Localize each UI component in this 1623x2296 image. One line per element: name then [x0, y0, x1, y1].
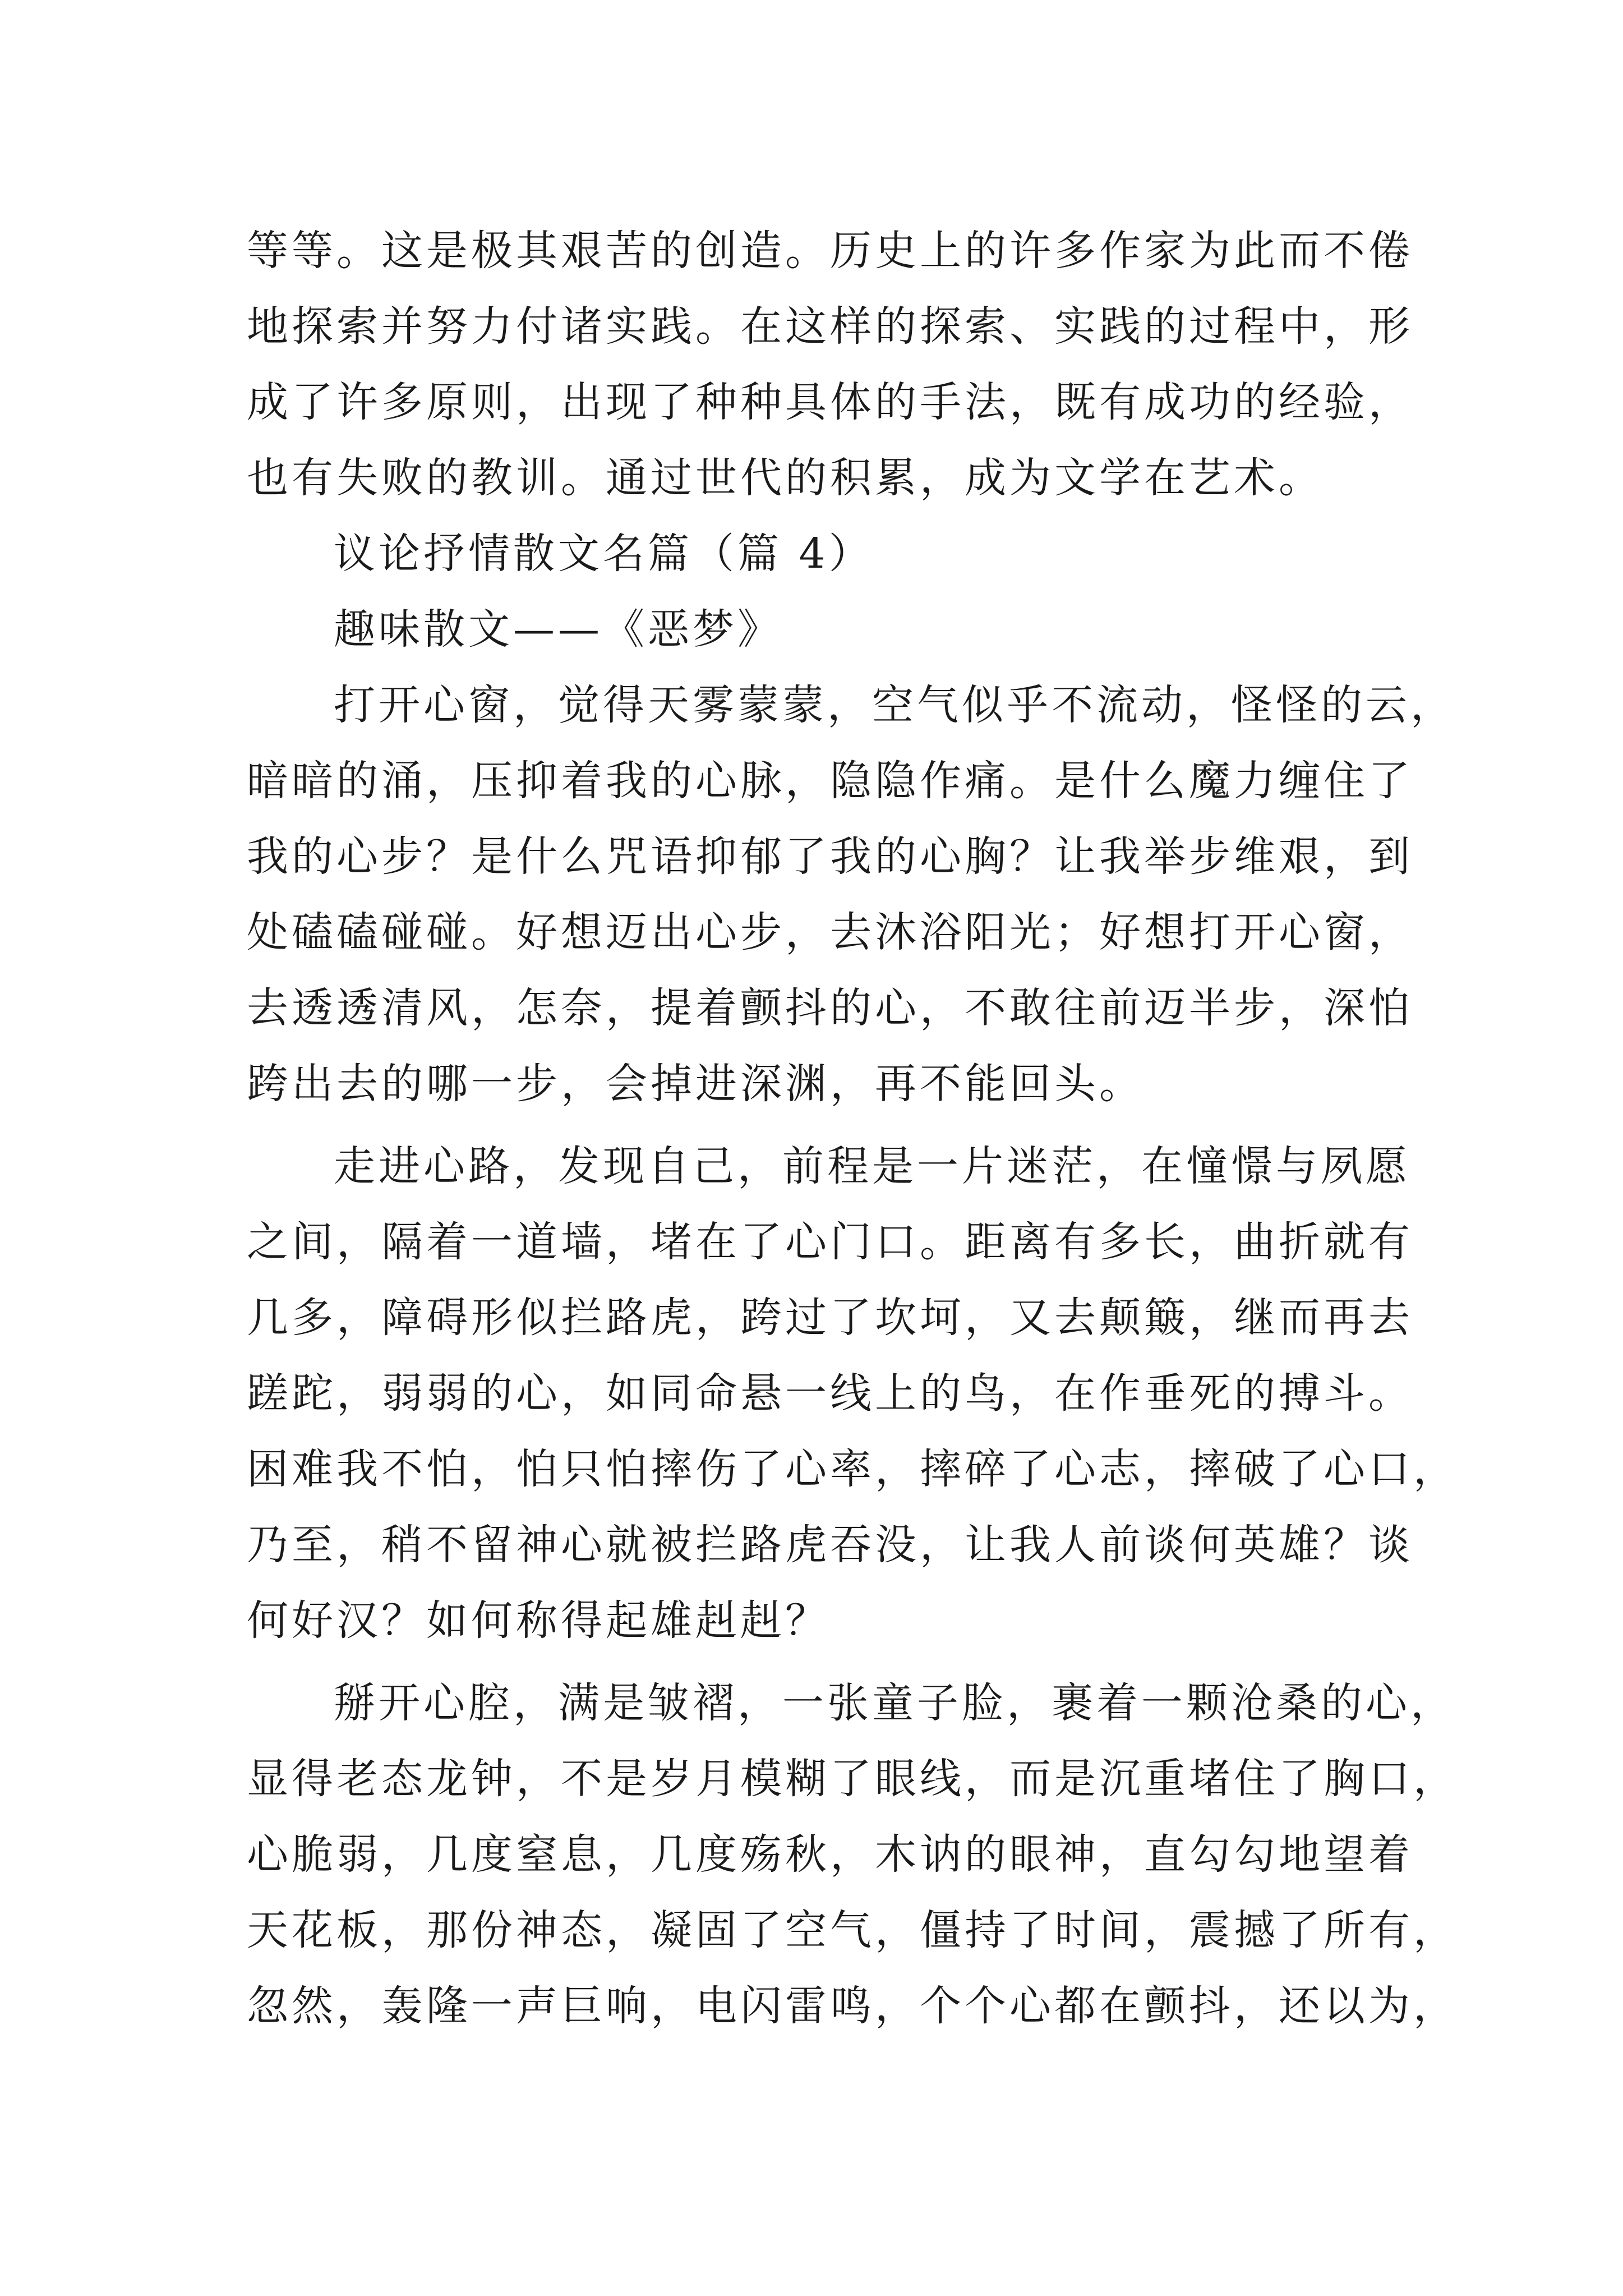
text-line: 地探索并努力付诸实践。在这样的探索、实践的过程中，形	[247, 302, 1413, 351]
text-line: 我的心步？是什么咒语抑郁了我的心胸？让我举步维艰，到	[247, 832, 1413, 881]
text-line: 何好汉？如何称得起雄赳赳？	[247, 1596, 830, 1645]
text-line: 成了许多原则，出现了种种具体的手法，既有成功的经验，	[247, 378, 1413, 426]
text-line: 等等。这是极其艰苦的创造。历史上的许多作家为此而不倦	[247, 227, 1413, 275]
text-line: 困难我不怕，怕只怕摔伤了心率，摔碎了心志，摔破了心口，	[247, 1445, 1458, 1493]
text-line: 暗暗的涌，压抑着我的心脉，隐隐作痛。是什么魔力缠住了	[247, 757, 1413, 805]
text-line: 心脆弱，几度窒息，几度殇秋，木讷的眼神，直勾勾地望着	[247, 1830, 1413, 1879]
text-line: 跨出去的哪一步，会掉进深渊，再不能回头。	[247, 1060, 1144, 1108]
text-line: 去透透清风，怎奈，提着颤抖的心，不敢往前迈半步，深怕	[247, 984, 1413, 1032]
paragraph-start: 走进心路，发现自己，前程是一片迷茫，在憧憬与夙愿	[334, 1142, 1410, 1190]
text-line: 也有失败的教训。通过世代的积累，成为文学在艺术。	[247, 454, 1324, 502]
paragraph-start: 掰开心腔，满是皱褶，一张童子脸，裹着一颗沧桑的心，	[334, 1679, 1455, 1727]
text-line: 忽然，轰隆一声巨响，电闪雷鸣，个个心都在颤抖，还以为，	[247, 1982, 1458, 2030]
paragraph-start: 打开心窗，觉得天雾蒙蒙，空气似乎不流动，怪怪的云，	[334, 681, 1455, 729]
text-line: 之间，隔着一道墙，堵在了心门口。距离有多长，曲折就有	[247, 1218, 1413, 1266]
section-heading: 议论抒情散文名篇（篇 4）	[334, 530, 874, 578]
document-body	[247, 213, 1458, 2044]
text-line: 天花板，那份神态，凝固了空气，僵持了时间，震撼了所有，	[247, 1906, 1458, 1954]
text-line: 乃至，稍不留神心就被拦路虎吞没，让我人前谈何英雄？谈	[247, 1521, 1413, 1569]
text-line: 处磕磕碰碰。好想迈出心步，去沐浴阳光；好想打开心窗，	[247, 908, 1413, 956]
essay-title: 趣味散文——《恶梦》	[334, 605, 782, 654]
text-line: 显得老态龙钟，不是岁月模糊了眼线，而是沉重堵住了胸口，	[247, 1755, 1458, 1803]
text-line: 几多，障碍形似拦路虎，跨过了坎坷，又去颠簸，继而再去	[247, 1294, 1413, 1342]
text-line: 蹉跎，弱弱的心，如同命悬一线上的鸟，在作垂死的搏斗。	[247, 1369, 1413, 1418]
